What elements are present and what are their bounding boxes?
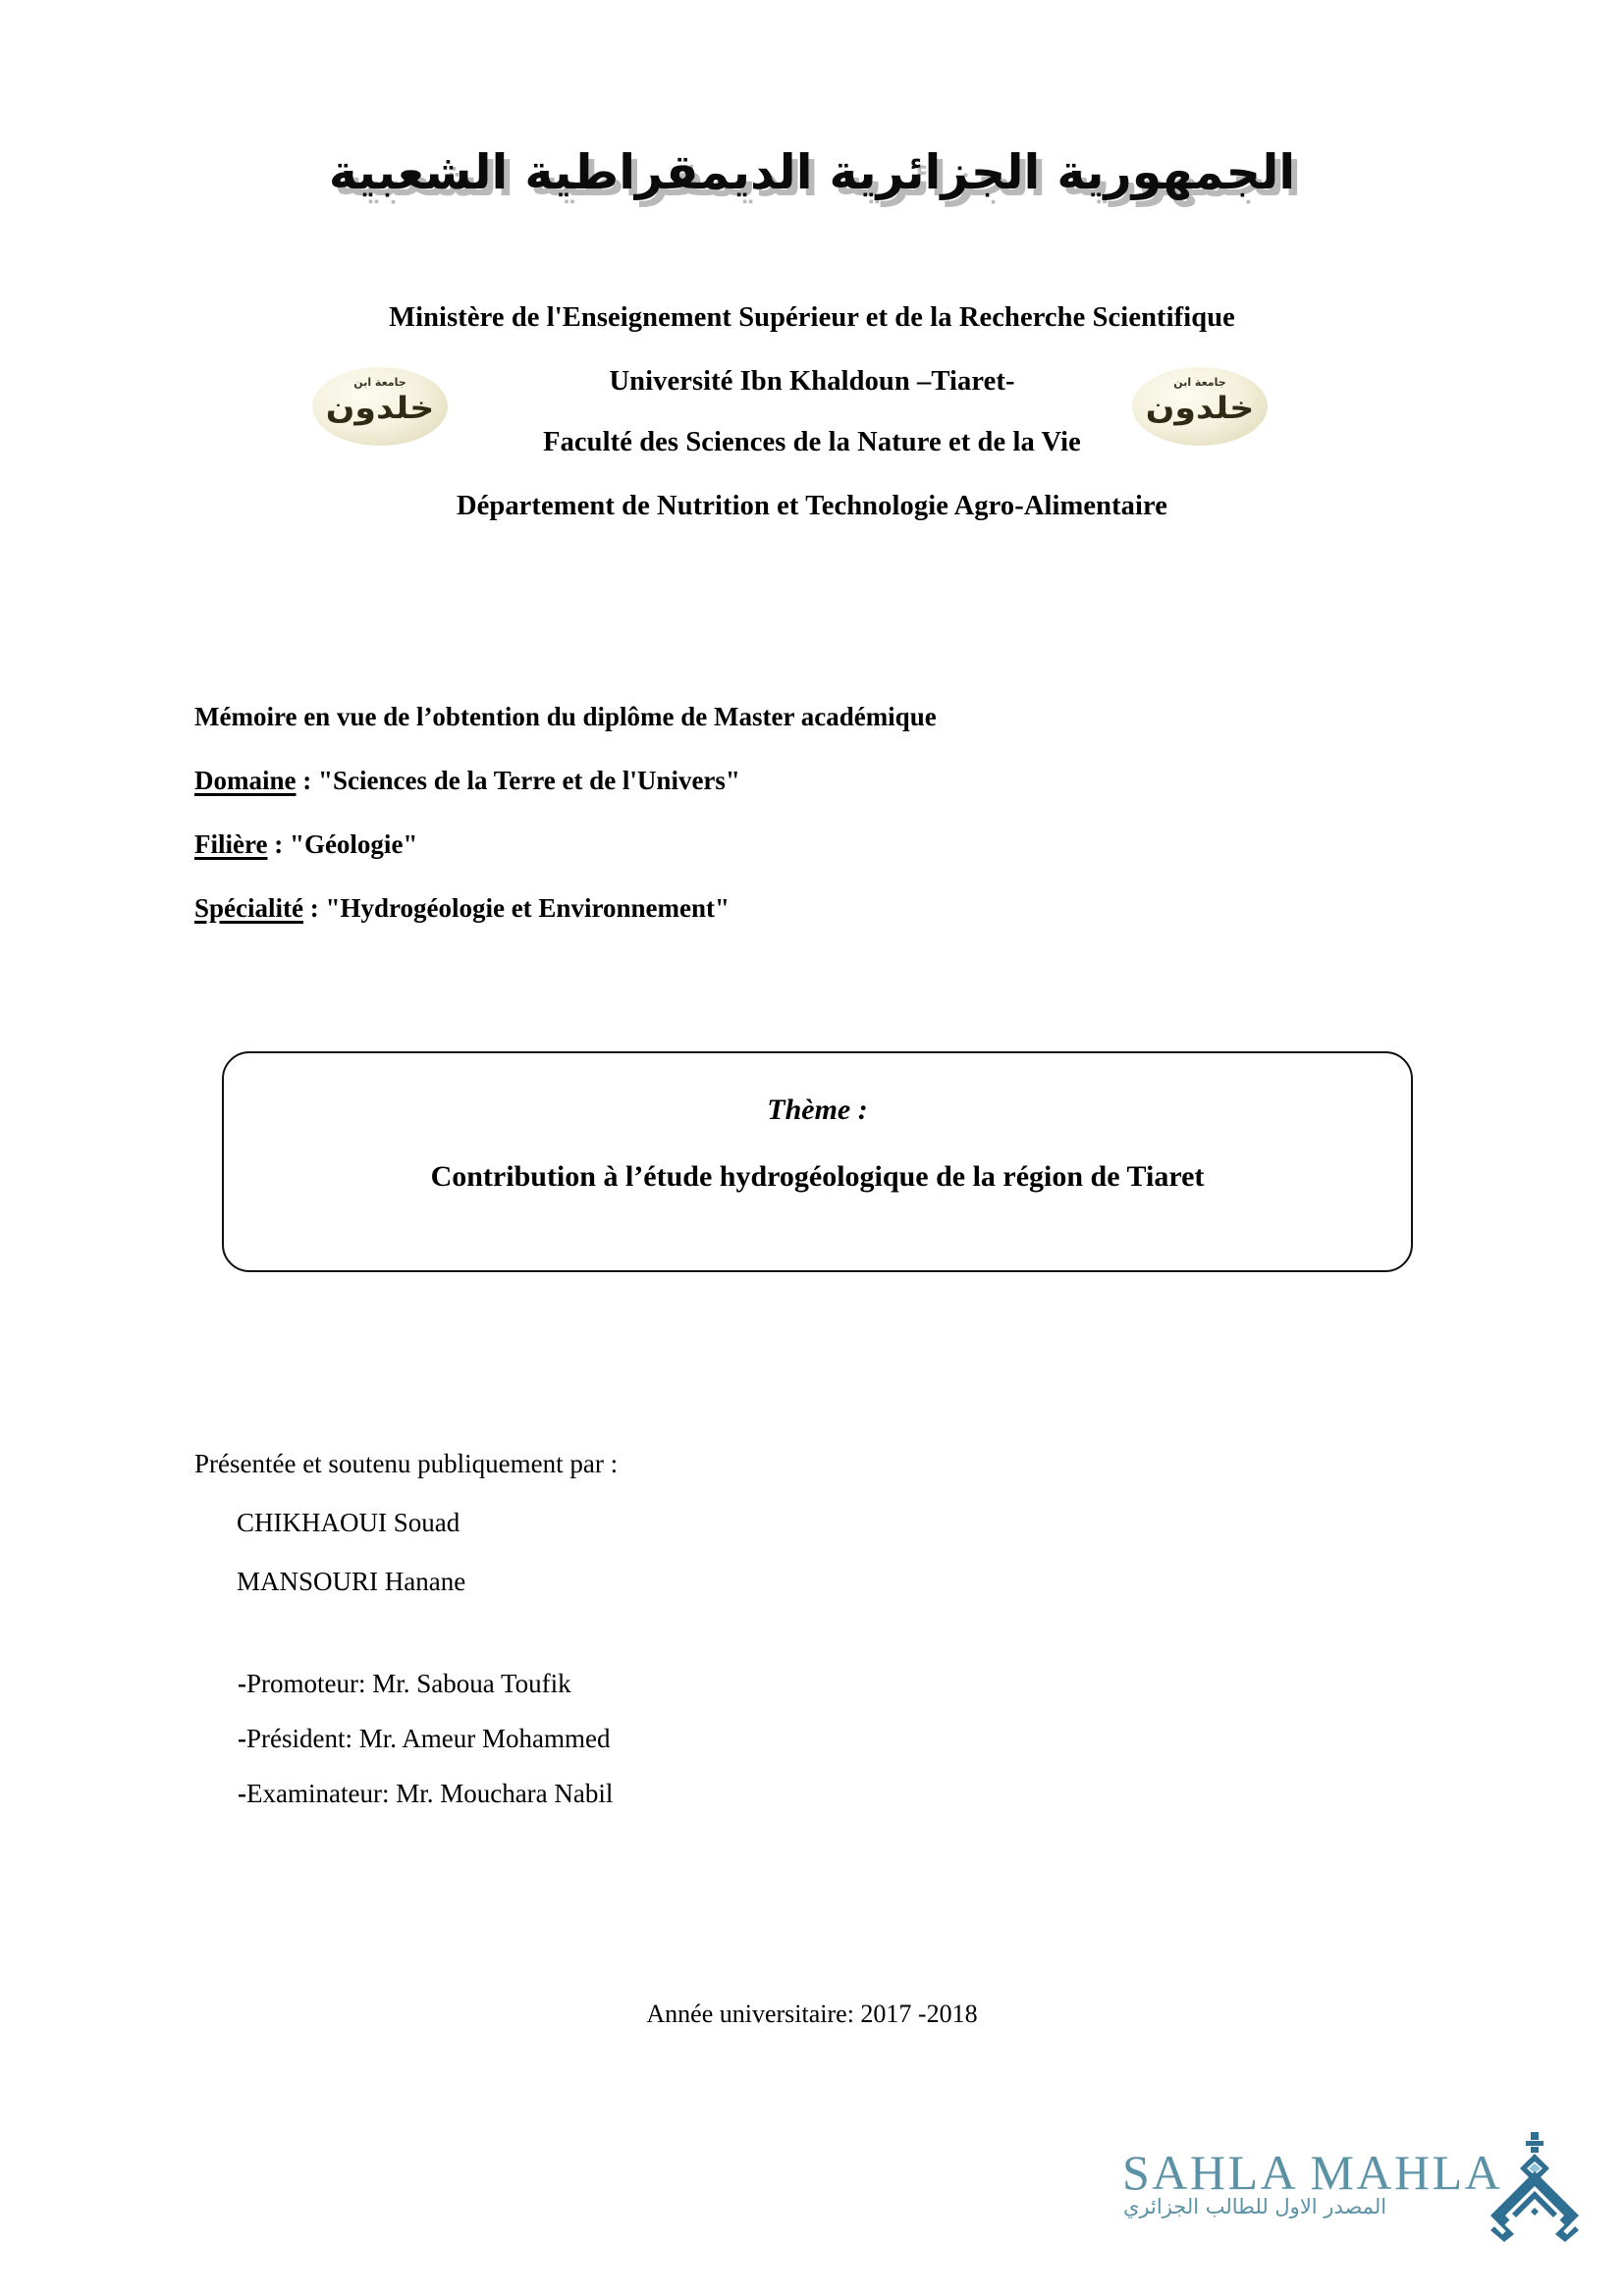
domaine-label: Domaine: [194, 766, 297, 795]
author-name: CHIKHAOUI Souad: [237, 1508, 460, 1537]
university-logo-right-text: خلدون: [1145, 391, 1255, 426]
department-line: Département de Nutrition et Technologie Agro-Alimentaire: [456, 490, 1168, 521]
berber-diamond-emblem-icon: [1481, 2132, 1589, 2242]
university-logo-right-top-text: جامعة ابن: [1173, 376, 1226, 389]
specialite-label: Spécialité: [194, 893, 303, 923]
filiere-line: [194, 831, 1373, 858]
domaine-value: : "Sciences de la Terre et de l'Univers": [296, 766, 740, 795]
jury-member: [238, 1726, 1416, 1752]
theme-box: [222, 1051, 1413, 1272]
university-logo-left-text: خلدون: [325, 391, 435, 426]
author-name: MANSOURI Hanane: [237, 1567, 466, 1596]
jury-dash: -: [238, 1669, 246, 1698]
memoire-line: Mémoire en vue de l’obtention du diplôme de Master académique: [194, 702, 937, 731]
jury-block: [238, 1671, 1416, 1807]
university-line: Université Ibn Khaldoun –Tiaret-: [609, 365, 1015, 397]
university-logo-left-top-text: جامعة ابن: [353, 376, 406, 389]
jury-member: [238, 1671, 1416, 1697]
jury-dash: -: [238, 1724, 246, 1753]
filiere-label: Filière: [194, 829, 268, 859]
academic-year: Année universitaire: 2017 -2018: [646, 2000, 978, 2028]
jury-member-text: Promoteur: Mr. Saboua Toufik: [246, 1669, 571, 1698]
jury-member-text: Président: Mr. Ameur Mohammed: [246, 1724, 611, 1753]
watermark-title: SAHLA MAHLA: [1122, 2145, 1503, 2200]
presented-heading: Présentée et soutenu publiquement par :: [194, 1449, 619, 1478]
arabic-republic-heading: الجمهورية الجزائرية الديمقراطية الشعبية: [328, 144, 1296, 200]
specialite-line: [194, 895, 1373, 922]
jury-member-text: Examinateur: Mr. Mouchara Nabil: [246, 1779, 614, 1808]
theme-title: Contribution à l’étude hydrogéologique de la région de Tiaret: [430, 1160, 1205, 1193]
diploma-block: [194, 704, 1373, 922]
specialite-value: : "Hydrogéologie et Environnement": [302, 893, 730, 923]
ministry-line: Ministère de l'Enseignement Supérieur et de la Recherche Scientifique: [389, 302, 1235, 333]
presented-block: [194, 1451, 1373, 1595]
filiere-value: : "Géologie": [267, 829, 418, 859]
university-logo-right: [1132, 367, 1268, 446]
jury-member: [238, 1781, 1416, 1807]
faculty-line: Faculté des Sciences de la Nature et de la Vie: [543, 427, 1081, 457]
sahla-mahla-watermark: [1122, 2138, 1594, 2256]
jury-dash: -: [238, 1779, 246, 1808]
university-logo-left: [312, 367, 448, 446]
theme-label: Thème :: [767, 1094, 868, 1126]
domaine-line: [194, 768, 1373, 794]
watermark-subtitle: المصدر الاول للطالب الجزائري: [1123, 2195, 1387, 2218]
institution-block: [0, 304, 1624, 520]
